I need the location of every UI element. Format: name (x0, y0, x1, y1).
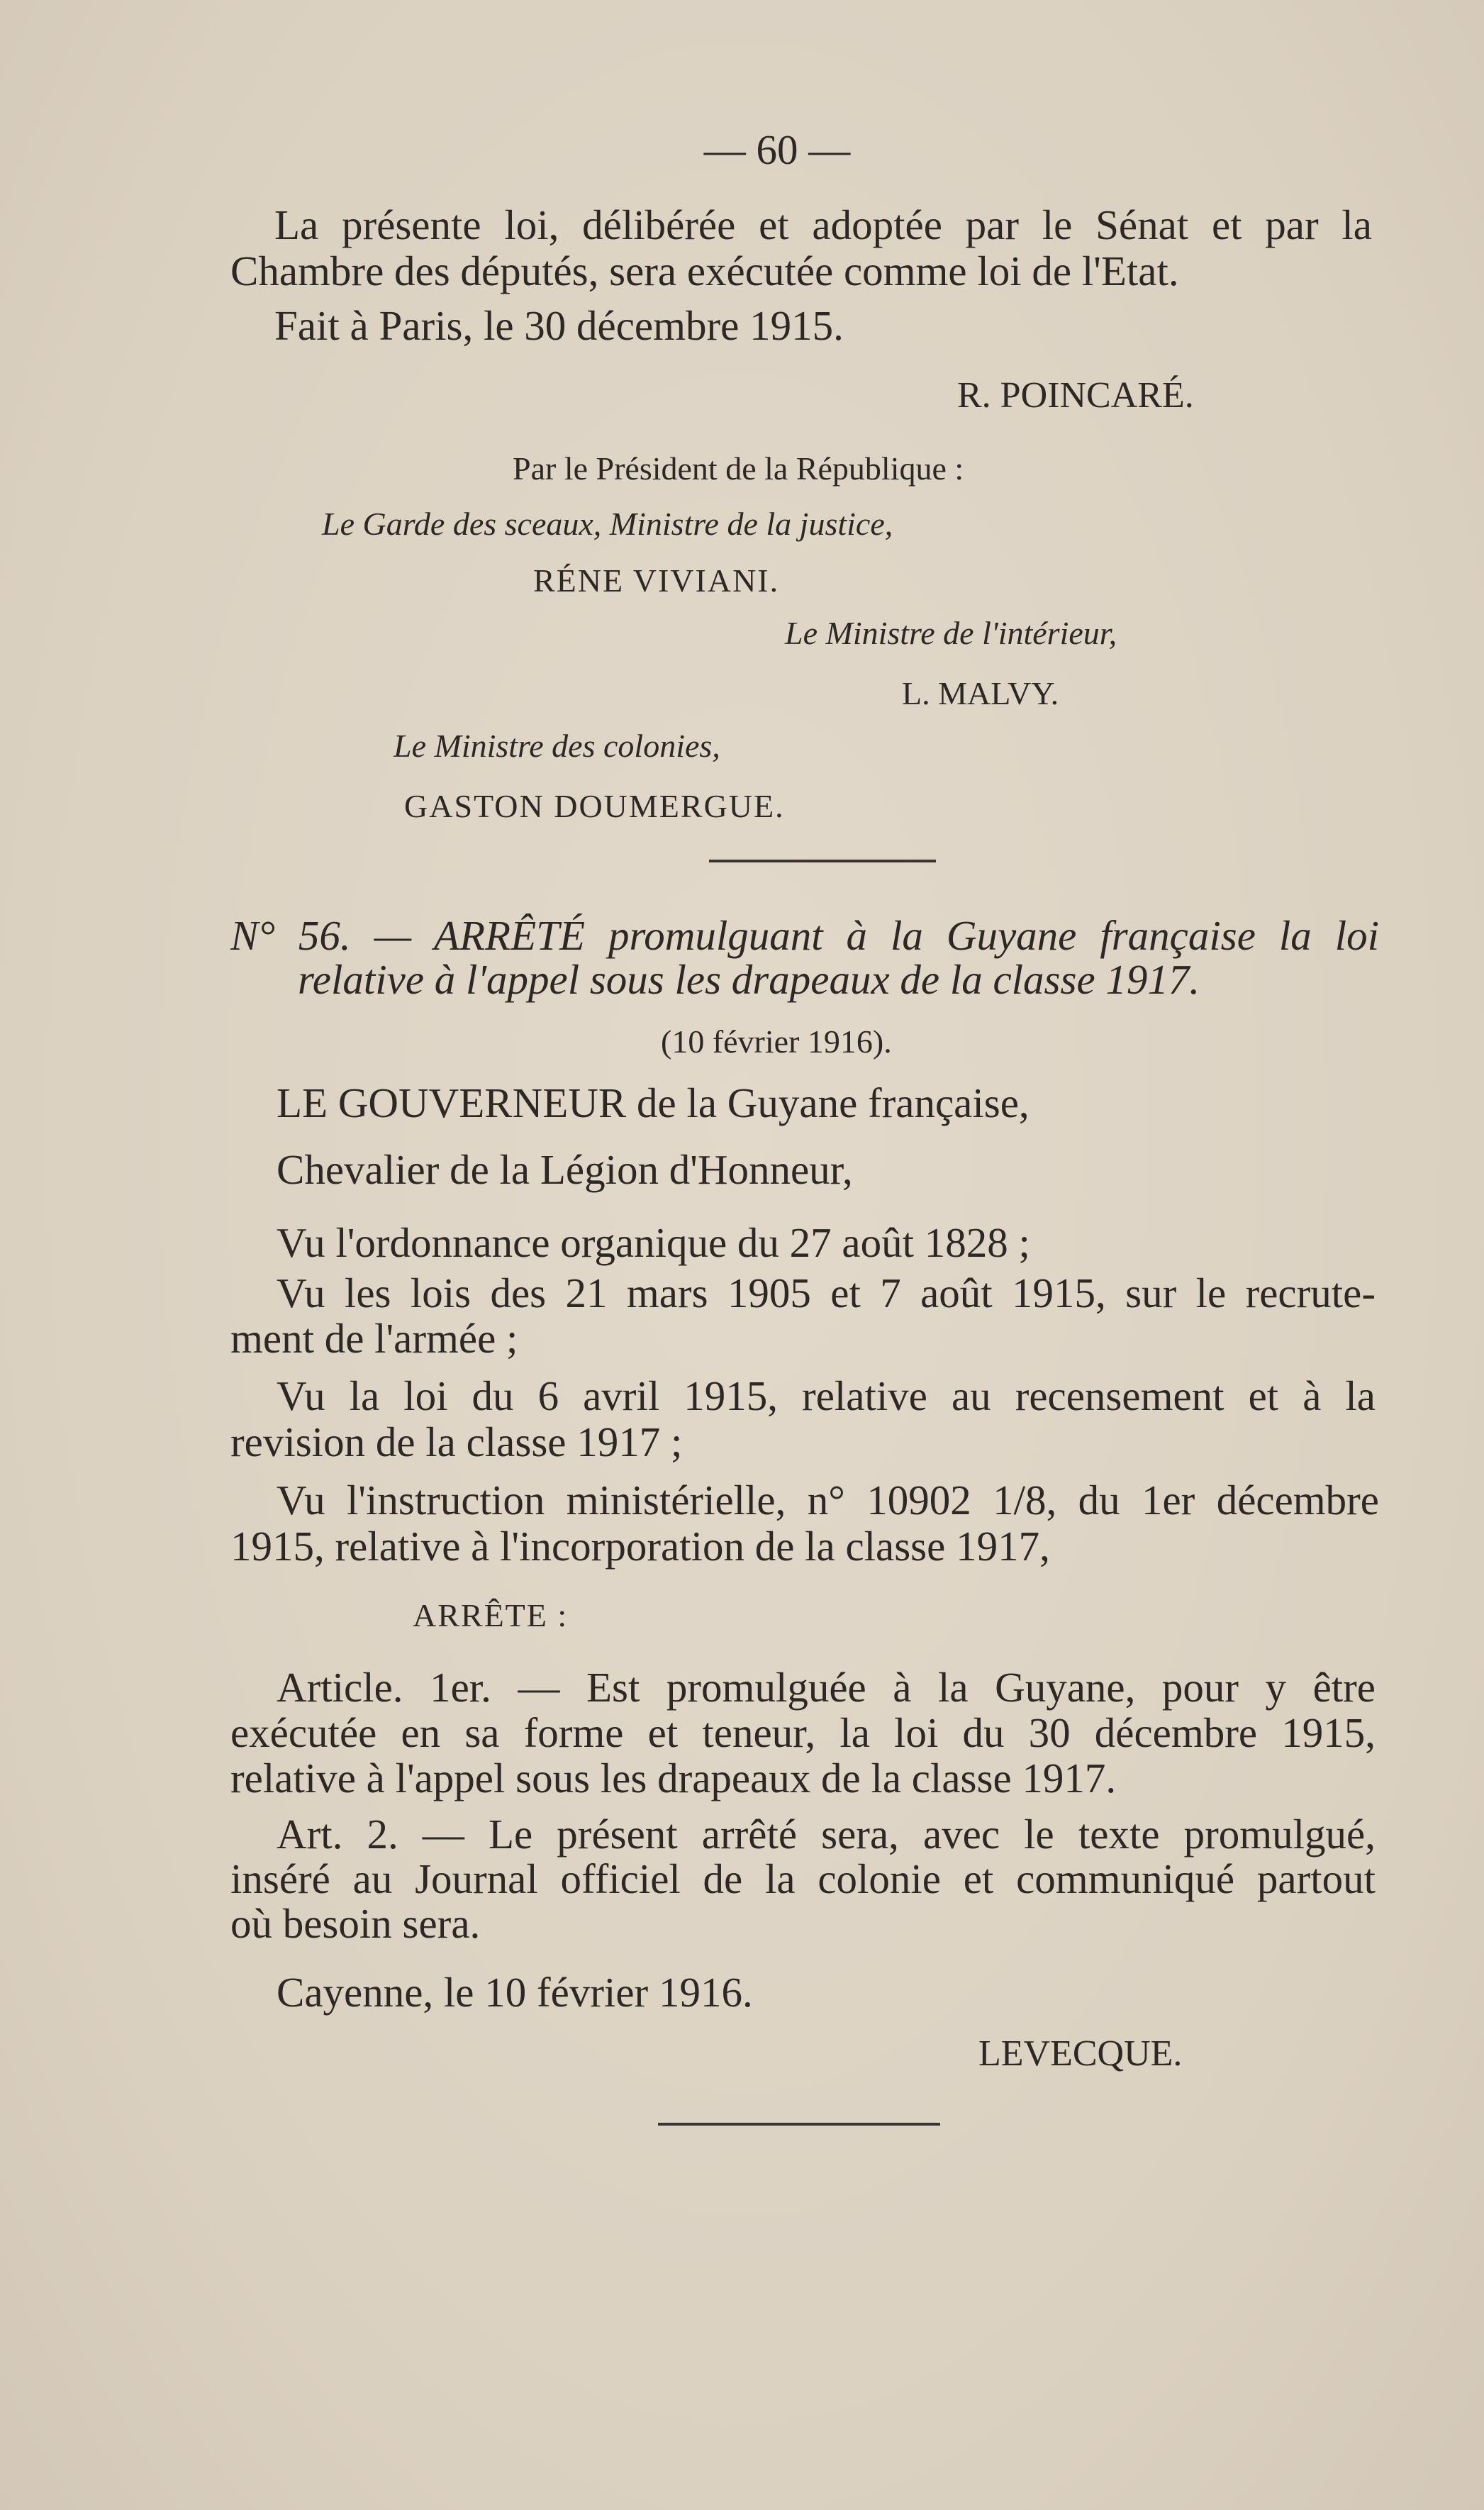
page-number: — 60 — (703, 126, 851, 173)
governor-line: LE GOUVERNEUR de la Guyane française, (277, 1079, 1030, 1126)
arrete-heading-line: N° 56. — ARRÊTÉ promulguant à la Guyane française la loi (230, 912, 1379, 959)
article-line: Article. 1er. — Est promulguée à la Guyane, pour y être (277, 1664, 1376, 1711)
by-president-line: Par le Président de la République : (513, 450, 964, 487)
considerant-line: revision de la classe 1917 ; (230, 1418, 683, 1465)
article-line: Art. 2. — Le présent arrêté sera, avec le texte promulgué, (277, 1811, 1376, 1857)
arrete-label: ARRÊTE : (413, 1597, 569, 1633)
considerant-line: Vu l'ordonnance organique du 27 août 1828 ; (277, 1219, 1030, 1266)
arrete-date: (10 février 1916). (661, 1023, 892, 1060)
law-paragraph-line: Chambre des députés, sera exécutée comme loi de l'Etat. (230, 248, 1179, 294)
article-line: inséré au Journal officiel de la colonie et communiqué partout (230, 1855, 1376, 1902)
law-place-date: Fait à Paris, le 30 décembre 1915. (274, 302, 844, 349)
governor-line: Chevalier de la Légion d'Honneur, (277, 1146, 853, 1193)
colonies-minister-title: Le Ministre des colonies, (394, 728, 720, 764)
colonies-minister-name: GASTON DOUMERGUE. (404, 788, 785, 824)
separator-rule (658, 2123, 940, 2126)
article-line: relative à l'appel sous les drapeaux de la classe 1917. (230, 1755, 1117, 1801)
considerant-line: Vu la loi du 6 avril 1915, relative au recensement et à la (277, 1372, 1376, 1419)
considerant-line: 1915, relative à l'incorporation de la classe 1917, (230, 1523, 1050, 1570)
closing-place-date: Cayenne, le 10 février 1916. (277, 1969, 753, 2016)
considerant-line: ment de l'armée ; (230, 1315, 518, 1362)
considerant-line: Vu l'instruction ministérielle, n° 10902 1/8, du 1er décembre (277, 1477, 1379, 1523)
arrete-heading-line: relative à l'appel sous les drapeaux de la classe 1917. (298, 956, 1200, 1003)
considerant-line: Vu les lois des 21 mars 1905 et 7 août 1915, sur le recrute- (277, 1270, 1376, 1316)
article-line: exécutée en sa forme et teneur, la loi du 30 décembre 1915, (230, 1709, 1376, 1756)
president-signature: R. POINCARÉ. (957, 375, 1194, 416)
interior-minister-title: Le Ministre de l'intérieur, (785, 615, 1117, 651)
garde-des-sceaux-title: Le Garde des sceaux, Ministre de la justice, (322, 506, 893, 542)
closing-signature: LEVECQUE. (978, 2033, 1183, 2074)
law-paragraph-line: La présente loi, délibérée et adoptée par le Sénat et par la (274, 201, 1372, 248)
garde-des-sceaux-name: RÉNE VIVIANI. (533, 562, 780, 599)
interior-minister-name: L. MALVY. (902, 675, 1059, 711)
separator-rule (709, 860, 936, 862)
article-line: où besoin sera. (230, 1900, 481, 1947)
